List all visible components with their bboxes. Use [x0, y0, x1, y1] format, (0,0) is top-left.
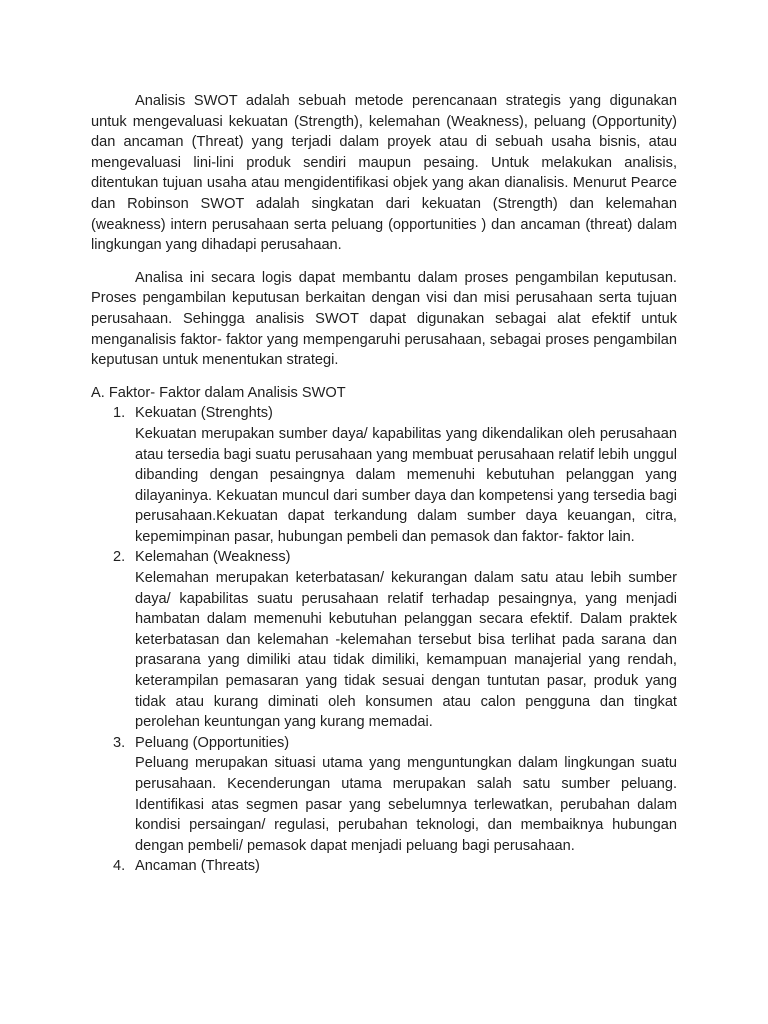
document-page [91, 91, 677, 877]
factor-title: Kelemahan (Weakness) [135, 549, 291, 566]
factor-title: Peluang (Opportunities) [135, 734, 290, 751]
section-heading: A. Faktor- Faktor dalam Analisis SWOT [91, 384, 346, 401]
factor-number: 1. [113, 405, 126, 422]
factor-list [91, 403, 677, 877]
paragraph-intro: Analisis SWOT adalah sebuah metode perencanaan strategis yang digunakan untuk mengevaluasi kekuatan (Strength), kelemahan (Weakness), peluang (Opportunity) dan ancaman (Threat) yang terjadi dalam proyek atau di sebuah usaha bisnis, atau mengevaluasi lini-lini produk sendiri maupun pesaing. Untuk melakukan analisis, ditentukan tujuan usaha atau mengidentifikasi objek yang akan dianalisis. Menurut Pearce dan Robinson SWOT adalah singkatan dari kekuatan (Strength) dan kelemahan (weakness) intern perusahaan serta peluang (opportunities ) dan ancaman (threat) dalam lingkungan yang dihadapi perusahaan. [91, 93, 677, 254]
factor-description: Kekuatan merupakan sumber daya/ kapabilitas yang dikendalikan oleh perusahaan atau tersedia bagi suatu perusahaan yang membuat perusahaan relatif lebih unggul dibanding dengan pesaingnya dalam memenuhi kebutuhan pelanggan yang dilayaninya. Kekuatan muncul dari sumber daya dan kompetensi yang tersedia bagi perusahaan.Kekuatan dapat terkandung dalam sumber daya keuangan, citra, kepemimpinan pasar, hubungan pembeli dan pemasok dan faktor- faktor lain. [135, 425, 677, 545]
factor-number: 4. [113, 858, 126, 875]
factor-number: 3. [113, 734, 126, 751]
factor-item-weakness [91, 547, 677, 732]
factor-number: 2. [113, 549, 126, 566]
factor-item-strengths [91, 403, 677, 547]
paragraph-decision: Analisa ini secara logis dapat membantu dalam proses pengambilan keputusan. Proses pengambilan keputusan berkaitan dengan visi dan misi perusahaan serta tujuan perusahaan. Sehingga analisis SWOT dapat digunakan sebagai alat efektif untuk menganalisis faktor- faktor yang mempengaruhi perusahaan, sebagai proses pengambilan keputusan untuk menentukan strategi. [91, 269, 677, 369]
factor-item-threats [91, 856, 677, 877]
factor-title: Kekuatan (Strenghts) [135, 405, 273, 422]
factor-title: Ancaman (Threats) [135, 858, 260, 875]
factor-item-opportunities [91, 733, 677, 857]
factor-description: Peluang merupakan situasi utama yang menguntungkan dalam lingkungan suatu perusahaan. Kecenderungan utama merupakan salah satu sumber peluang. Identifikasi atas segmen pasar yang sebelumnya terlewatkan, perubahan dalam kondisi persaingan/ regulasi, perubahan teknologi, dan membaiknya hubungan dengan pembeli/ pemasok dapat menjadi peluang bagi perusahaan. [135, 755, 677, 854]
factor-description: Kelemahan merupakan keterbatasan/ kekurangan dalam satu atau lebih sumber daya/ kapabilitas suatu perusahaan relatif terhadap pesaingnya, yang menjadi hambatan dalam memenuhi kebutuhan pelanggan secara efektif. Dalam praktek keterbatasan dan kelemahan -kelemahan tersebut bisa terlihat pada sarana dan prasarana yang dimiliki atau tidak dimiliki, kemampuan manajerial yang rendah, keterampilan pemasaran yang tidak sesuai dengan tuntutan pasar, produk yang tidak atau kurang diminati oleh konsumen atau calon pengguna dan tingkat perolehan keuntungan yang kurang memadai. [135, 570, 677, 731]
